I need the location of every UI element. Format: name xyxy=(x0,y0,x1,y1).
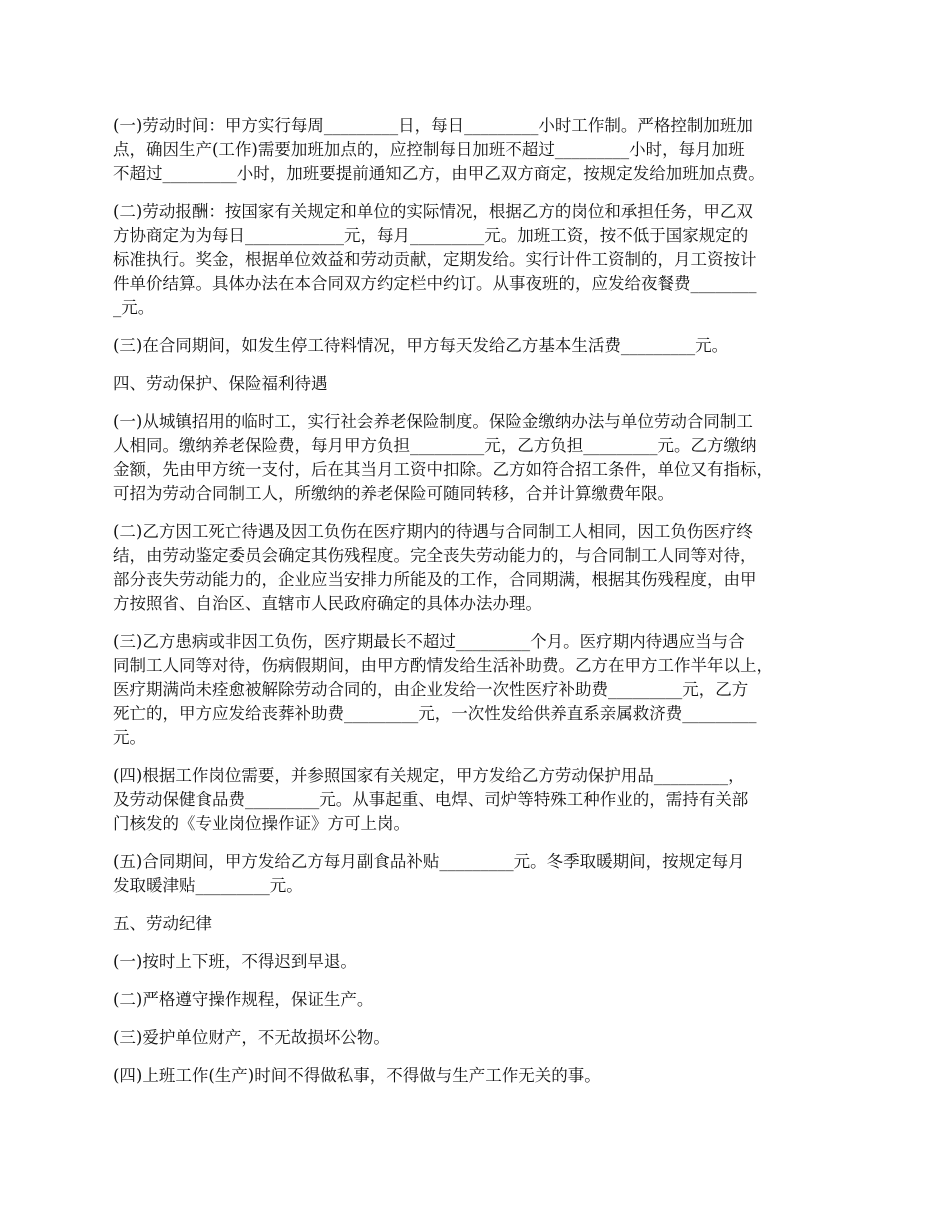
text-line: 死亡的，甲方应发给丧葬补助费_________元，一次性发给供养直系亲属救济费_________ xyxy=(113,704,757,723)
text-line: (五)合同期间，甲方发给乙方每月副食品补贴_________元。冬季取暖期间，按规定每月 xyxy=(113,852,745,871)
text-line: (一)从城镇招用的临时工，实行社会养老保险制度。保险金缴纳办法与单位劳动合同制工 xyxy=(113,412,753,431)
section-heading-labor-protection: 四、劳动保护、保险福利待遇 xyxy=(113,374,328,393)
text-line: 结，由劳动鉴定委员会确定其伤残程度。完全丧失劳动能力的，与合同制工人同等对待， xyxy=(113,546,757,565)
paragraph-discipline-punctuality xyxy=(113,950,853,974)
text-line: (三)爱护单位财产，不无故损坏公物。 xyxy=(113,1028,390,1047)
text-line: (三)乙方患病或非因工负伤，医疗期最长不超过_________个月。医疗期内待遇应当与合 xyxy=(113,632,745,651)
document-body xyxy=(113,114,853,1102)
text-line: (四)上班工作(生产)时间不得做私事，不得做与生产工作无关的事。 xyxy=(113,1066,601,1085)
text-line: (二)劳动报酬：按国家有关规定和单位的实际情况，根据乙方的岗位和承担任务，甲乙双 xyxy=(113,202,753,221)
paragraph-discipline-property xyxy=(113,1026,853,1050)
paragraph-subsidies xyxy=(113,850,853,898)
text-line: 发取暖津贴_________元。 xyxy=(113,876,303,895)
paragraph-remuneration xyxy=(113,200,853,320)
text-line: 元。 xyxy=(113,728,146,747)
paragraph-discipline-work-time xyxy=(113,1064,853,1088)
text-line: 标准执行。奖金，根据单位效益和劳动贡献，定期发给。实行计件工资制的，月工资按计 xyxy=(113,250,757,269)
paragraph-sickness xyxy=(113,630,853,750)
text-line: (三)在合同期间，如发生停工待料情况，甲方每天发给乙方基本生活费_________元。 xyxy=(113,336,729,355)
text-line: 件单价结算。具体办法在本合同双方约定栏中约订。从事夜班的，应发给夜餐费________ xyxy=(113,274,757,293)
paragraph-pension-insurance xyxy=(113,410,853,506)
text-line: 部分丧失劳动能力的，企业应当安排力所能及的工作，合同期满，根据其伤残程度，由甲 xyxy=(113,570,757,589)
text-line: (二)乙方因工死亡待遇及因工负伤在医疗期内的待遇与合同制工人相同，因工负伤医疗终 xyxy=(113,522,753,541)
text-line: 点，确因生产(工作)需要加班加点的，应控制每日加班不超过_________小时，每月加班 xyxy=(113,140,745,159)
paragraph-working-hours xyxy=(113,114,853,186)
text-line: 同制工人同等对待，伤病假期间，由甲方酌情发给生活补助费。乙方在甲方工作半年以上， xyxy=(113,656,773,675)
text-line: 人相同。缴纳养老保险费，每月甲方负担_________元，乙方负担_________元。乙方缴纳 xyxy=(113,436,757,455)
paragraph-protective-supplies xyxy=(113,764,853,836)
text-line: 可招为劳动合同制工人，所缴纳的养老保险可随同转移，合并计算缴费年限。 xyxy=(113,484,674,503)
text-line: (四)根据工作岗位需要，并参照国家有关规定，甲方发给乙方劳动保护用品_________， xyxy=(113,766,745,785)
section-heading-labor-discipline: 五、劳动纪律 xyxy=(113,914,212,933)
text-line: 方按照省、自治区、直辖市人民政府确定的具体办法办理。 xyxy=(113,594,542,613)
paragraph-discipline-procedures xyxy=(113,988,853,1012)
text-line: 金额，先由甲方统一支付，后在其当月工资中扣除。乙方如符合招工条件，单位又有指标， xyxy=(113,460,773,479)
paragraph-work-stoppage xyxy=(113,334,853,358)
text-line: 及劳动保健食品费_________元。从事起重、电焊、司炉等特殊工种作业的，需持有关部 xyxy=(113,790,749,809)
text-line: 不超过_________小时，加班要提前通知乙方，由甲乙双方商定，按规定发给加班加点费。 xyxy=(113,164,765,183)
text-line: (一)按时上下班，不得迟到早退。 xyxy=(113,952,357,971)
text-line: 医疗期满尚未痊愈被解除劳动合同的，由企业发给一次性医疗补助费_________元，乙方 xyxy=(113,680,749,699)
paragraph-work-injury xyxy=(113,520,853,616)
text-line: _元。 xyxy=(113,298,155,317)
text-line: 方协商定为为每日____________元，每月_________元。加班工资，按不低于国家规定的 xyxy=(113,226,749,245)
text-line: (一)劳动时间：甲方实行每周_________日，每日_________小时工作制。严格控制加班加 xyxy=(113,116,753,135)
text-line: (二)严格遵守操作规程，保证生产。 xyxy=(113,990,374,1009)
text-line: 门核发的《专业岗位操作证》方可上岗。 xyxy=(113,814,410,833)
